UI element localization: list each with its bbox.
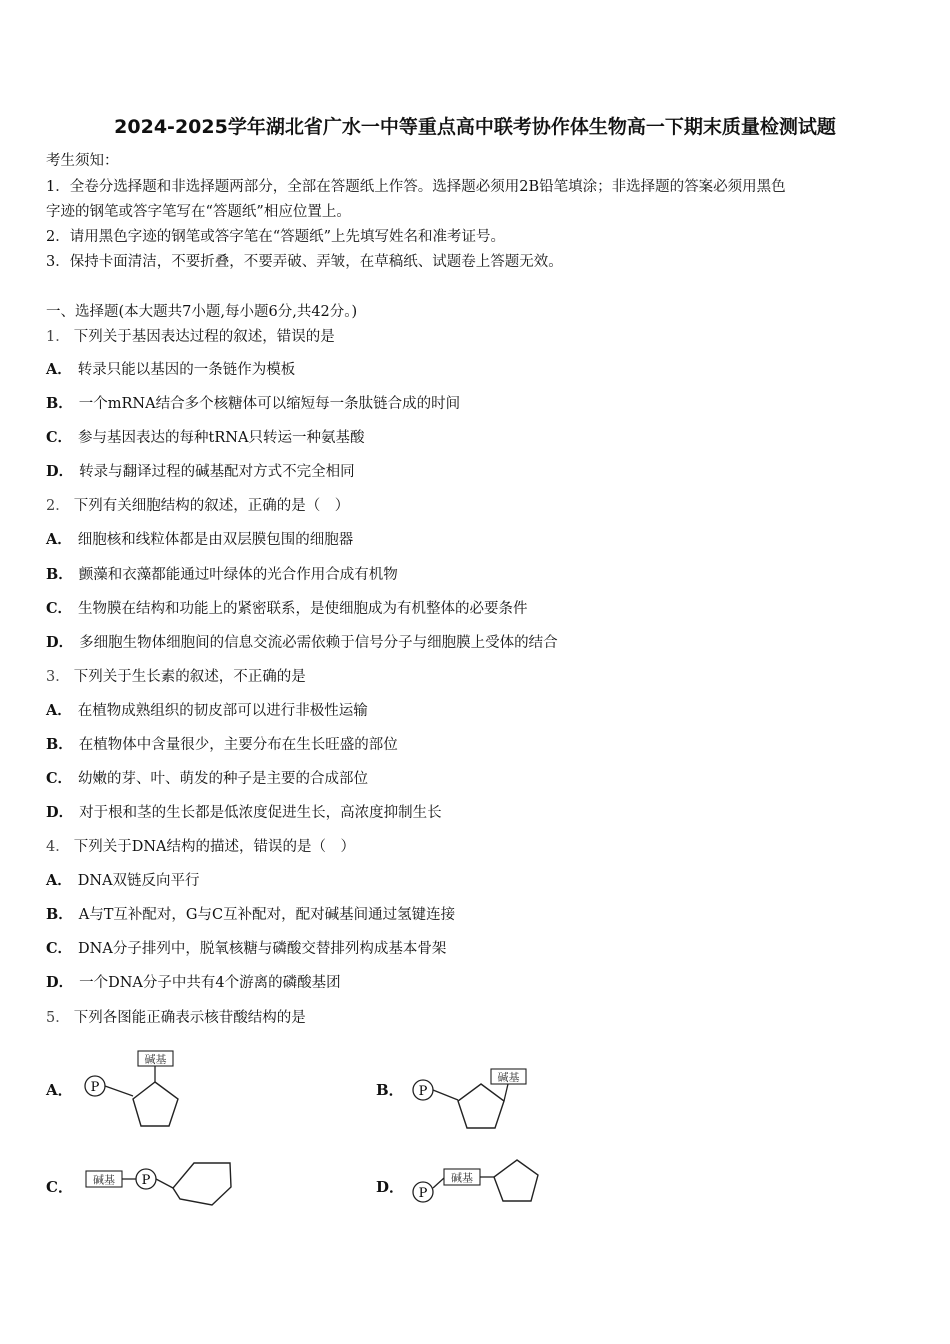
option-c (46, 940, 446, 958)
option-text: DNA双链反向平行 (77, 873, 200, 889)
sugar-pentagon (133, 1082, 178, 1126)
option-c (46, 770, 368, 788)
option-a (46, 531, 353, 549)
option-b (46, 736, 398, 754)
option-text: DNA分子排列中，脱氧核糖与磷酸交替排列构成基本骨架 (78, 941, 447, 957)
option-label: A． (46, 361, 72, 378)
base-label: 碱基 (144, 1053, 167, 1066)
notice-item: 1．全卷分选择题和非选择题两部分，全部在答题纸上作答。选择题必须用2B铅笔填涂；非选择题的答案必须用黑色 (46, 179, 786, 195)
option-text: 细胞核和线粒体都是由双层膜包围的细胞器 (77, 532, 354, 548)
bond-line (105, 1086, 133, 1096)
option-label: D． (46, 804, 74, 821)
notice-item: 2．请用黑色字迹的钢笔或答字笔在“答题纸”上先填写姓名和准考证号。 (46, 229, 506, 245)
option-label: A． (46, 531, 72, 548)
phosphate-label: P (141, 1173, 151, 1188)
figure-a-label: A． (46, 1081, 73, 1099)
bond-line (156, 1179, 173, 1188)
sugar-pentagon (494, 1160, 538, 1201)
option-label: C． (46, 600, 73, 617)
sugar-pentagon (458, 1084, 504, 1128)
option-a (46, 702, 368, 720)
question-4 (46, 838, 355, 856)
option-b (46, 906, 455, 924)
option-a (46, 361, 295, 379)
question-number: 5． (46, 1010, 70, 1026)
phosphate-label: P (418, 1084, 428, 1099)
question-number: 2． (46, 498, 70, 514)
option-b (46, 566, 398, 584)
figure-d-label: D． (376, 1178, 405, 1196)
option-label: D． (46, 974, 74, 991)
option-b (46, 395, 460, 413)
option-label: B． (46, 736, 73, 753)
option-text: 幼嫩的芽、叶、萌发的种子是主要的合成部位 (78, 771, 369, 787)
base-label: 碱基 (451, 1171, 473, 1185)
bond-line (504, 1084, 508, 1101)
option-text: 对于根和茎的生长都是低浓度促进生长，高浓度抑制生长 (79, 805, 442, 821)
option-text: 多细胞生物体细胞间的信息交流必需依赖于信号分子与细胞膜上受体的结合 (79, 635, 558, 651)
option-text: A与T互补配对，G与C互补配对，配对碱基间通过氢键连接 (78, 907, 456, 923)
question-stem: 下列有关细胞结构的叙述，正确的是（ ） (73, 498, 350, 514)
option-text: 参与基因表达的每种tRNA只转运一种氨基酸 (78, 430, 365, 446)
nucleotide-figure-d (408, 1156, 548, 1218)
option-label: A． (46, 702, 72, 719)
question-5 (46, 1009, 306, 1027)
option-label: C． (46, 940, 73, 957)
base-label: 碱基 (93, 1173, 115, 1187)
option-text: 一个DNA分子中共有4个游离的磷酸基团 (79, 975, 341, 991)
question-stem: 下列关于DNA结构的描述，错误的是（ ） (73, 839, 356, 855)
option-text: 在植物成熟组织的韧皮部可以进行非极性运输 (77, 703, 368, 719)
option-text: 在植物体中含量很少，主要分布在生长旺盛的部位 (78, 737, 398, 753)
option-d (46, 974, 341, 992)
option-label: C． (46, 770, 73, 787)
nucleotide-figure-b (408, 1062, 532, 1132)
bond-line (433, 1178, 444, 1188)
option-label: D． (46, 463, 74, 480)
phosphate-label: P (90, 1080, 100, 1095)
question-number: 3． (46, 669, 70, 685)
question-stem: 下列关于基因表达过程的叙述，错误的是 (73, 329, 335, 345)
option-c (46, 600, 528, 618)
figure-b-label: B． (376, 1081, 404, 1099)
option-label: B． (46, 906, 73, 923)
option-d (46, 463, 355, 481)
page-title: 2024-2025学年湖北省广水一中等重点高中联考协作体生物高一下期末质量检测试题 (114, 116, 836, 138)
question-stem: 下列关于生长素的叙述，不正确的是 (73, 669, 306, 685)
option-text: 一个mRNA结合多个核糖体可以缩短每一条肽链合成的时间 (78, 396, 461, 412)
section-heading: 一、选择题(本大题共7小题,每小题6分,共42分。) (46, 304, 358, 320)
question-stem: 下列各图能正确表示核苷酸结构的是 (73, 1010, 306, 1026)
sugar-pentagon (173, 1163, 231, 1205)
question-3 (46, 668, 306, 686)
option-label: B． (46, 566, 73, 583)
option-d (46, 804, 442, 822)
nucleotide-figure-a (80, 1048, 190, 1130)
base-label: 碱基 (497, 1071, 520, 1084)
nucleotide-figure-c (84, 1158, 236, 1210)
phosphate-label: P (418, 1186, 428, 1201)
option-label: D． (46, 634, 74, 651)
question-number: 4． (46, 839, 70, 855)
bond-line (433, 1090, 458, 1100)
option-label: C． (46, 429, 73, 446)
notice-item: 字迹的钢笔或答字笔写在“答题纸”相应位置上。 (46, 204, 351, 220)
figure-c-label: C． (46, 1178, 73, 1196)
option-c (46, 429, 364, 447)
option-text: 转录与翻译过程的碱基配对方式不完全相同 (79, 464, 355, 480)
notice-item: 3．保持卡面清洁，不要折叠，不要弄破、弄皱，在草稿纸、试题卷上答题无效。 (46, 254, 563, 270)
option-text: 生物膜在结构和功能上的紧密联系，是使细胞成为有机整体的必要条件 (78, 601, 528, 617)
option-label: A． (46, 872, 72, 889)
option-d (46, 634, 558, 652)
option-a (46, 872, 200, 890)
notice-heading: 考生须知： (46, 153, 119, 169)
question-number: 1． (46, 329, 70, 345)
question-2 (46, 497, 349, 515)
option-text: 颤藻和衣藻都能通过叶绿体的光合作用合成有机物 (78, 567, 398, 583)
option-label: B． (46, 395, 73, 412)
question-1 (46, 328, 335, 346)
option-text: 转录只能以基因的一条链作为模板 (77, 362, 296, 378)
